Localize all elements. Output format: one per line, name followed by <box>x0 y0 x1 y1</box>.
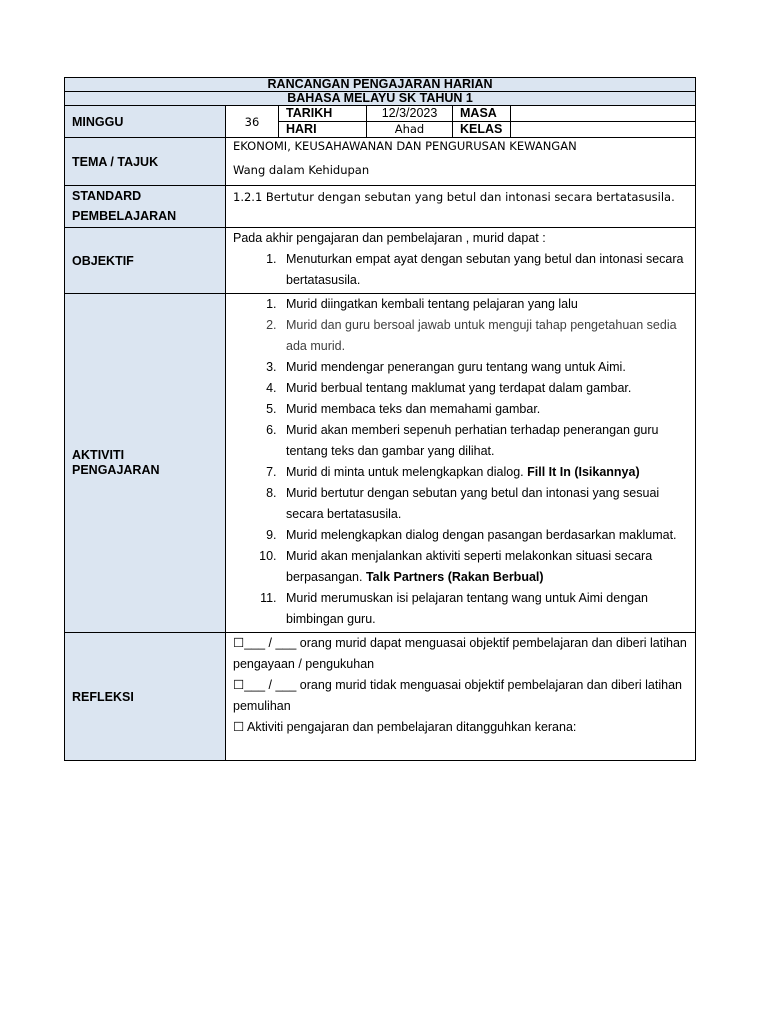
list-item: 3. Murid mendengar penerangan guru tentang wang untuk Aimi. <box>280 357 689 378</box>
refleksi-label: REFLEKSI <box>65 633 226 761</box>
tema-label: TEMA / TAJUK <box>65 138 226 186</box>
page-subtitle: BAHASA MELAYU SK TAHUN 1 <box>65 92 696 106</box>
list-item: 1. Murid diingatkan kembali tentang pelajaran yang lalu <box>280 294 689 315</box>
list-item: 4. Murid berbual tentang maklumat yang terdapat dalam gambar. <box>280 378 689 399</box>
aktiviti-label-line-1: AKTIVITI <box>72 448 125 462</box>
list-item: 5. Murid membaca teks dan memahami gambar. <box>280 399 689 420</box>
aktiviti-label <box>65 294 226 633</box>
tema-row <box>65 138 696 186</box>
refleksi-line-3: ☐ Aktiviti pengajaran dan pembelajaran ditangguhkan kerana: <box>233 720 577 734</box>
refleksi-line-1: ☐___ / ___ orang murid dapat menguasai objektif pembelajaran dan diberi latihan pengayaan / pengukuhan <box>233 636 687 671</box>
standard-label-line-2: PEMBELAJARAN <box>72 209 177 223</box>
standard-label-line-1: STANDARD <box>72 189 142 203</box>
minggu-value: 36 <box>226 106 279 138</box>
list-item: 6. Murid akan memberi sepenuh perhatian terhadap penerangan guru tentang teks dan gambar yang dilihat. <box>280 420 689 462</box>
list-item: 8. Murid bertutur dengan sebutan yang betul dan intonasi yang sesuai secara bertatasusila. <box>280 483 689 525</box>
info-row-1 <box>65 106 696 122</box>
refleksi-line-2: ☐___ / ___ orang murid tidak menguasai objektif pembelajaran dan diberi latihan pemulihan <box>233 678 682 713</box>
standard-text: 1.2.1 Bertutur dengan sebutan yang betul dan intonasi secara bertatasusila. <box>226 186 696 228</box>
strategy-label: Fill It In (Isikannya) <box>527 465 640 479</box>
kelas-label: KELAS <box>453 122 511 138</box>
minggu-label: MINGGU <box>65 106 226 138</box>
list-item: 7. Murid di minta untuk melengkapkan dialog. Fill It In (Isikannya) <box>280 462 689 483</box>
list-item: 11. Murid merumuskan isi pelajaran tentang wang untuk Aimi dengan bimbingan guru. <box>280 588 689 630</box>
subtitle-row <box>65 92 696 106</box>
objektif-list <box>233 249 689 291</box>
lesson-plan-page <box>64 77 695 761</box>
hari-label: HARI <box>279 122 367 138</box>
tema-line-2: Wang dalam Kehidupan <box>233 163 370 177</box>
aktiviti-row <box>65 294 696 633</box>
standard-row <box>65 186 696 228</box>
list-item: 9. Murid melengkapkan dialog dengan pasangan berdasarkan maklumat. <box>280 525 689 546</box>
strategy-label: Talk Partners (Rakan Berbual) <box>365 570 544 584</box>
lesson-plan-table <box>64 77 696 761</box>
hari-value: Ahad <box>367 122 453 138</box>
masa-value <box>511 106 696 122</box>
objektif-row <box>65 228 696 294</box>
tema-line-1: EKONOMI, KEUSAHAWANAN DAN PENGURUSAN KEWANGAN <box>233 139 577 153</box>
objektif-label: OBJEKTIF <box>65 228 226 294</box>
refleksi-row <box>65 633 696 761</box>
list-item: 10. Murid akan menjalankan aktiviti seperti melakonkan situasi secara berpasangan. Talk Partners (Rakan Berbual) <box>280 546 689 588</box>
tarikh-label: TARIKH <box>279 106 367 122</box>
list-item: 2. Murid dan guru bersoal jawab untuk menguji tahap pengetahuan sedia ada murid. <box>280 315 689 357</box>
title-row <box>65 78 696 92</box>
standard-label <box>65 186 226 228</box>
tarikh-value: 12/3/2023 <box>367 106 453 122</box>
refleksi-content <box>226 633 696 761</box>
aktiviti-label-line-2: PENGAJARAN <box>72 463 160 477</box>
list-item: 1. Menuturkan empat ayat dengan sebutan yang betul dan intonasi secara bertatasusila. <box>280 249 689 291</box>
kelas-value <box>511 122 696 138</box>
aktiviti-list <box>233 294 689 630</box>
masa-label: MASA <box>453 106 511 122</box>
page-title: RANCANGAN PENGAJARAN HARIAN <box>65 78 696 92</box>
aktiviti-content <box>226 294 696 633</box>
tema-content <box>226 138 696 186</box>
objektif-intro: Pada akhir pengajaran dan pembelajaran , murid dapat : <box>233 231 546 245</box>
objektif-content <box>226 228 696 294</box>
